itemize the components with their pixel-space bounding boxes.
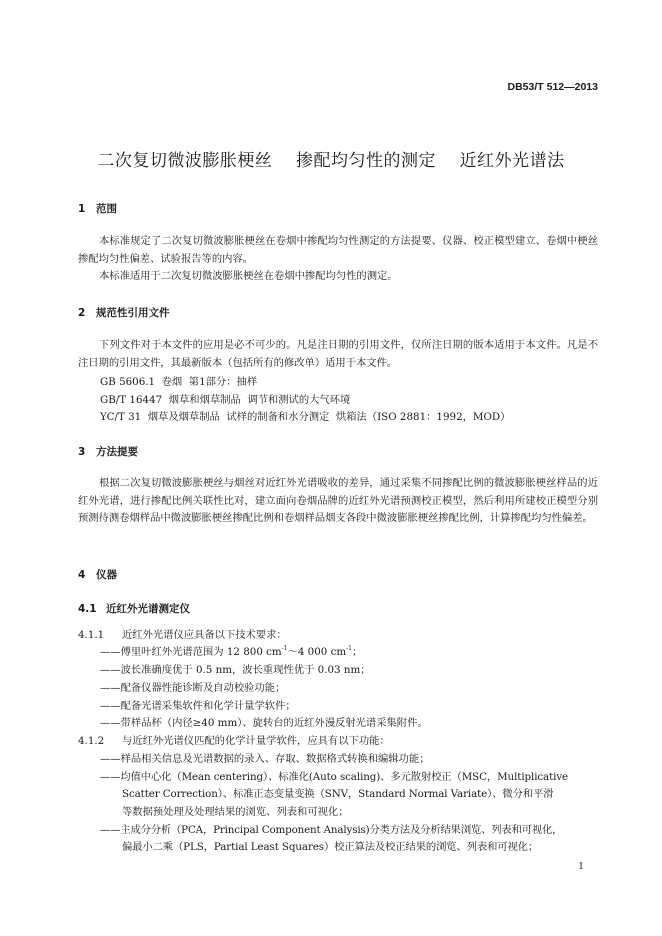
reference-item: GB/T 16447 烟草和烟草制品 调节和测试的大气环境 (100, 394, 351, 406)
document-title: 二次复切微波膨胀梗丝 掺配均匀性的测定 近红外光谱法 (97, 151, 565, 171)
clause-4-1-1 (78, 626, 287, 641)
requirement-item: ——波长准确度优于 0.5 nm，波长重现性优于 0.03 nm； (100, 664, 371, 676)
function-item-continuation: 等数据预处理及处理结果的浏览、列表和可视化； (122, 806, 349, 818)
standard-code: DB53/T 512—2013 (507, 81, 598, 93)
clause-text: 与近红外光谱仪匹配的化学计量学软件，应具有以下功能： (122, 735, 390, 747)
clause-number: 4.1.1 (78, 629, 105, 641)
function-item-continuation: 偏最小二乘（PLS，Partial Least Squares）校正算法及校正结果的浏览、列表和可视化； (122, 841, 539, 853)
section-1-paragraph-2: 本标准适用于二次复切微波膨胀梗丝在卷烟中掺配均匀性的测定。 (99, 270, 398, 282)
section-number: 2 (78, 307, 86, 319)
section-title: 仪器 (96, 569, 117, 581)
clause-text: 近红外光谱仪应具备以下技术要求： (122, 629, 287, 641)
section-4-heading (78, 567, 117, 582)
function-item: ——均值中心化（Mean centering）、标准化(Auto scaling)、多元散射校正（MSC，Multiplicative (100, 771, 569, 783)
section-title: 规范性引用文件 (96, 307, 170, 319)
function-item: ——样品相关信息及光谱数据的录入、存取、数据格式转换和编辑功能； (100, 753, 430, 765)
requirement-text: ～4 000 cm (287, 646, 347, 658)
superscript: -1 (281, 645, 288, 652)
section-1-paragraph-1: 本标准规定了二次复切微波膨胀梗丝在卷烟中掺配均匀性测定的方法提要、仪器、校正模型建立、卷烟中梗丝掺配均匀性偏差、试验报告等的内容。 (78, 235, 598, 265)
clause-number: 4.1.2 (78, 735, 105, 747)
section-number: 3 (78, 446, 86, 458)
section-title: 方法提要 (96, 446, 138, 458)
superscript: -1 (346, 645, 352, 652)
section-2-heading (78, 305, 170, 320)
requirement-item: ——配备光谱采集软件和化学计量学软件； (100, 700, 296, 712)
clause-4-1-2 (78, 732, 390, 747)
section-3-paragraph-1: 根据二次复切微波膨胀梗丝与烟丝对近红外光谱吸收的差异，通过采集不同掺配比例的微波膨胀梗丝样品的近红外光谱，进行掺配比例关联性比对，建立面向卷烟品牌的近红外光谱预测校正模型，然后利用所建校正模型分别预测待测卷烟样品中微波膨胀梗丝掺配比例和卷烟样品烟支各段中微波膨胀梗丝掺配比例，计算掺配均匀性偏差。 (78, 477, 598, 525)
requirement-text: ； (351, 646, 363, 658)
page-number: 1 (578, 862, 584, 872)
function-item: ——主成分分析（PCA，Principal Component Analysis)分类方法及分析结果浏览、列表和可视化， (100, 824, 563, 836)
reference-item: GB 5606.1 卷烟 第1部分：抽样 (100, 376, 258, 388)
function-item-continuation: Scatter Correction）、标准正态变量变换（SNV，Standard Normal Variate）、微分和平滑 (122, 788, 554, 800)
section-title: 范围 (96, 203, 117, 215)
section-3-heading (78, 444, 138, 459)
requirement-item: ——配备仪器性能诊断及自动校验功能； (100, 682, 286, 694)
requirement-item (100, 643, 362, 658)
subsection-number: 4.1 (78, 603, 97, 615)
section-number: 1 (78, 203, 86, 215)
section-number: 4 (78, 569, 86, 581)
requirement-text: ——傅里叶红外光谱范围为 12 800 cm (100, 646, 282, 658)
subsection-title: 近红外光谱测定仪 (106, 603, 190, 615)
section-2-paragraph-1: 下列文件对于本文件的应用是必不可少的。凡是注日期的引用文件，仅所注日期的版本适用于本文件。凡是不注日期的引用文件，其最新版本（包括所有的修改单）适用于本文件。 (78, 339, 598, 369)
subsection-4-1-heading (78, 601, 190, 616)
requirement-item: ——带样品杯（内径≥40 mm）、旋转台的近红外漫反射光谱采集附件。 (100, 717, 428, 729)
reference-item: YC/T 31 烟草及烟草制品 试样的制备和水分测定 烘箱法（ISO 2881：1992，MOD） (100, 411, 511, 423)
section-1-heading (78, 201, 117, 216)
